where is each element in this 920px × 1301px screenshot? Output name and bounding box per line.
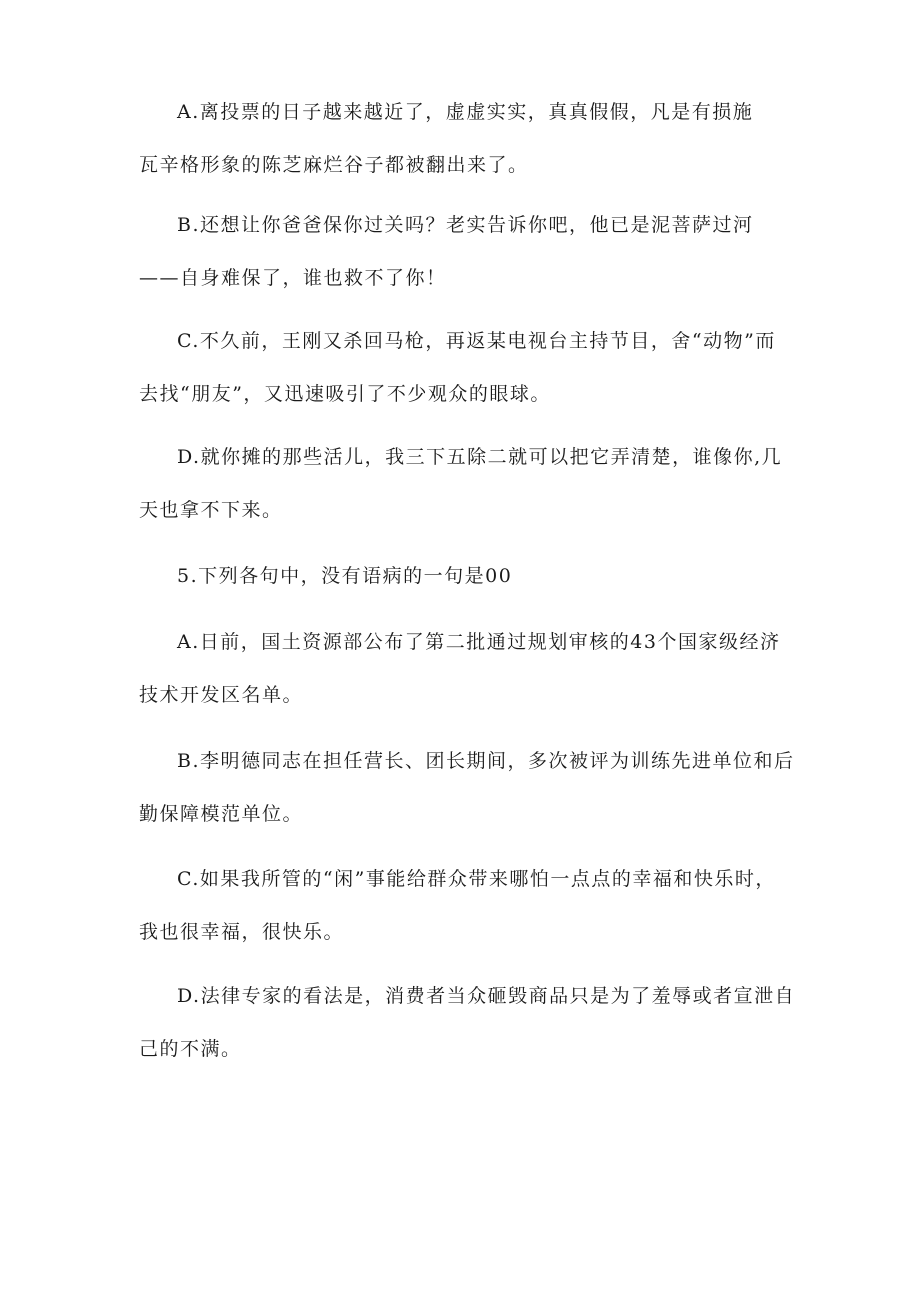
text-line: 己的不满。 <box>139 1038 242 1060</box>
text-line: C.如果我所管的“闲”事能给群众带来哪怕一点点的幸福和快乐时， <box>177 868 776 890</box>
option-q4-d <box>139 444 799 523</box>
question-text: 5.下列各句中，没有语病的一句是00 <box>177 565 513 587</box>
text-line: D.就你摊的那些活儿，我三下五除二就可以把它弄清楚，谁像你,几 <box>177 446 783 468</box>
option-q4-a <box>139 99 799 178</box>
text-line: B.还想让你爸爸保你过关吗？老实告诉你吧，他已是泥菩萨过河 <box>177 214 754 236</box>
text-line: 天也拿不下来。 <box>139 499 283 521</box>
option-q5-b <box>139 748 799 827</box>
text-line: D.法律专家的看法是，消费者当众砸毁商品只是为了羞辱或者宣泄自 <box>177 985 796 1007</box>
text-line: 勤保障模范单位。 <box>139 803 304 825</box>
text-line: 瓦辛格形象的陈芝麻烂谷子都被翻出来了。 <box>139 154 529 176</box>
text-line: 去找“朋友”，又迅速吸引了不少观众的眼球。 <box>139 383 551 405</box>
text-line: C.不久前，王刚又杀回马枪，再返某电视台主持节目，舍“动物”而 <box>177 330 776 352</box>
question-5-stem <box>139 563 799 589</box>
option-q4-c <box>139 328 799 407</box>
text-line: 技术开发区名单。 <box>139 684 304 706</box>
text-line: B.李明德同志在担任营长、团长期间，多次被评为训练先进单位和后 <box>177 750 795 772</box>
option-q5-d <box>139 983 799 1062</box>
option-q5-a <box>139 629 799 708</box>
text-line: 我也很幸福，很快乐。 <box>139 921 345 943</box>
text-line: ——自身难保了，谁也救不了你！ <box>139 267 447 289</box>
option-q5-c <box>139 866 799 945</box>
text-line: A.日前，国土资源部公布了第二批通过规划审核的43个国家级经济 <box>177 631 781 653</box>
option-q4-b <box>139 212 799 291</box>
text-line: A.离投票的日子越来越近了，虚虚实实，真真假假，凡是有损施 <box>177 101 754 123</box>
